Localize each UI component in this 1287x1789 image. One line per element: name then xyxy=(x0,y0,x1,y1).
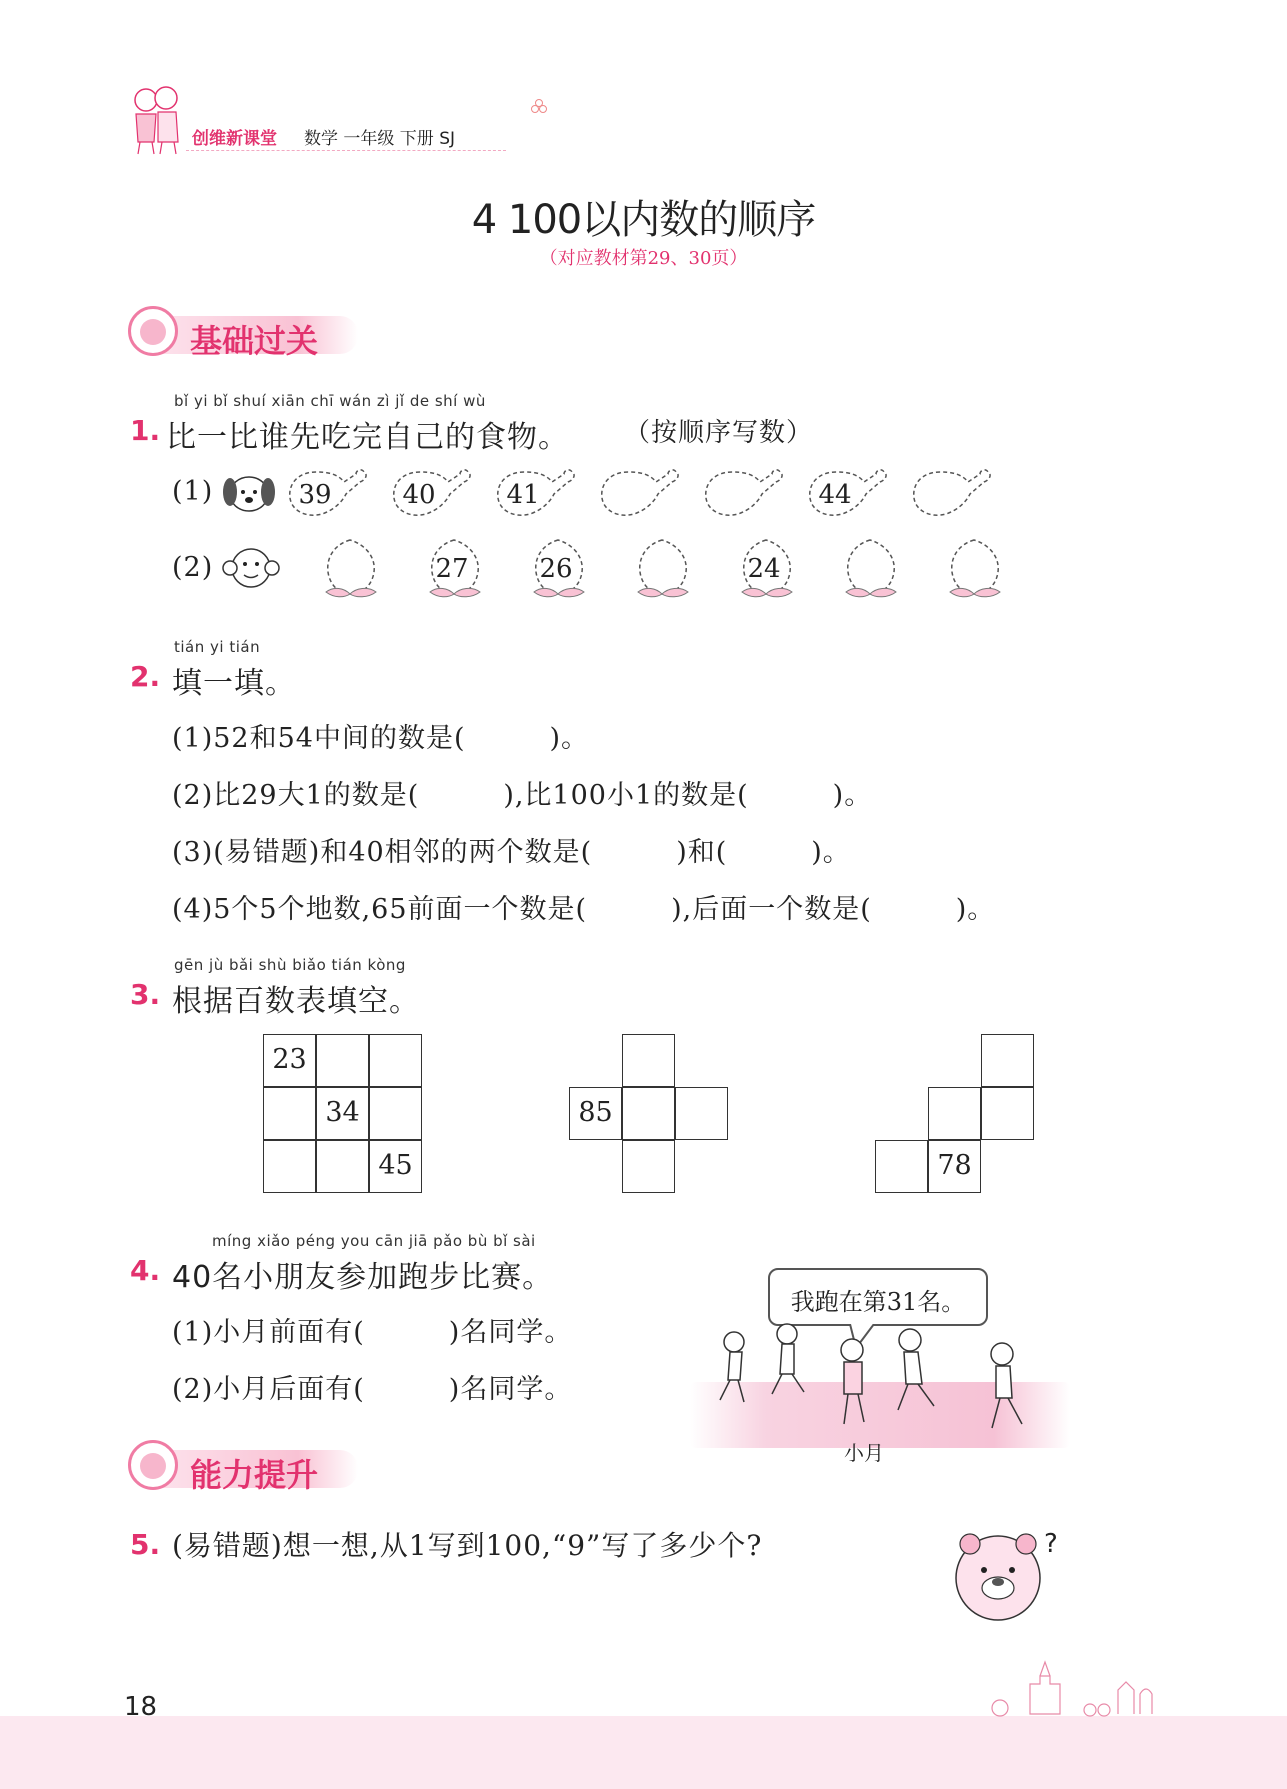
drumstick-item[interactable] xyxy=(598,466,682,526)
grid-cell[interactable] xyxy=(622,1140,675,1193)
speech-text: 我跑在第31名。 xyxy=(790,1288,966,1316)
q5-number: 5. xyxy=(130,1528,161,1561)
grid-cell[interactable]: 34 xyxy=(316,1087,369,1140)
q4-line-1: (1)小月前面有( )名同学。 xyxy=(172,1317,573,1348)
drumstick-item[interactable] xyxy=(286,466,370,526)
peach-value: 27 xyxy=(435,554,469,584)
grid-cell[interactable]: 85 xyxy=(569,1087,622,1140)
drumstick-item[interactable] xyxy=(494,466,578,526)
q2-line-3: (3)(易错题)和40相邻的两个数是( )和( )。 xyxy=(172,837,851,868)
q2-line-2: (2)比29大1的数是( ),比100小1的数是( )。 xyxy=(172,780,873,811)
peach-item[interactable] xyxy=(732,536,816,596)
logo-girls-illustration xyxy=(128,84,184,156)
q2-number: 2. xyxy=(130,660,161,693)
speech-bubble xyxy=(768,1268,988,1326)
grid-cell[interactable]: 78 xyxy=(928,1140,981,1193)
grid-cell[interactable] xyxy=(622,1087,675,1140)
monkey-icon xyxy=(220,542,282,598)
flower-icon xyxy=(530,98,548,116)
q1-text: 比一比谁先吃完自己的食物。 xyxy=(166,420,569,455)
section-title-advanced: 能力提升 xyxy=(190,1456,319,1494)
peach-item[interactable] xyxy=(524,536,608,596)
lion-mascot-icon xyxy=(128,306,178,356)
drumstick-value: 44 xyxy=(818,480,852,510)
puppy-icon xyxy=(218,468,280,520)
drumstick-value: 39 xyxy=(298,480,332,510)
page-number: 18 xyxy=(124,1692,158,1722)
grid-cell[interactable] xyxy=(928,1087,981,1140)
drumstick-value: 40 xyxy=(402,480,436,510)
q3-text: 根据百数表填空。 xyxy=(172,984,420,1019)
q3-number: 3. xyxy=(130,978,161,1011)
peach-item[interactable] xyxy=(628,536,712,596)
q1-row2-label: (2) xyxy=(172,552,214,583)
drumstick-item[interactable] xyxy=(390,466,474,526)
grid-cell[interactable] xyxy=(981,1087,1034,1140)
q4-pinyin: míng xiǎo péng you cān jiā pǎo bù bǐ sài xyxy=(212,1232,536,1250)
peach-value: 26 xyxy=(539,554,573,584)
peach-item[interactable] xyxy=(940,536,1024,596)
grid-cell[interactable]: 23 xyxy=(263,1034,316,1087)
drumstick-item[interactable] xyxy=(806,466,890,526)
grid-cell[interactable] xyxy=(981,1034,1034,1087)
grid-cell[interactable] xyxy=(675,1087,728,1140)
q4-line-2: (2)小月后面有( )名同学。 xyxy=(172,1374,573,1405)
grid-cell[interactable] xyxy=(263,1087,316,1140)
q1-note: （按顺序写数） xyxy=(624,418,814,448)
q1-pinyin: bǐ yi bǐ shuí xiān chī wán zì jǐ de shí wù xyxy=(174,392,486,410)
header-brand: 创维新课堂 xyxy=(192,129,277,149)
drumstick-item[interactable] xyxy=(910,466,994,526)
grid-cell[interactable] xyxy=(875,1140,928,1193)
q3-pinyin: gēn jù bǎi shù biǎo tián kòng xyxy=(174,956,406,974)
lion-mascot-icon xyxy=(128,1440,178,1490)
q2-line-1: (1)52和54中间的数是( )。 xyxy=(172,723,590,754)
q1-number: 1. xyxy=(130,414,161,447)
thinking-tiger-icon xyxy=(940,1516,1070,1640)
peach-value: 24 xyxy=(747,554,781,584)
drumstick-item[interactable] xyxy=(702,466,786,526)
q5-text: (易错题)想一想,从1写到100,“9”写了多少个? xyxy=(172,1529,763,1562)
peach-item[interactable] xyxy=(836,536,920,596)
grid-cell[interactable]: 45 xyxy=(369,1140,422,1193)
header-divider xyxy=(186,150,506,151)
q4-number: 4. xyxy=(130,1254,161,1287)
peach-item[interactable] xyxy=(420,536,504,596)
grid-cell[interactable] xyxy=(316,1140,369,1193)
q2-pinyin: tián yi tián xyxy=(174,638,261,656)
grid-cell[interactable] xyxy=(622,1034,675,1087)
q2-text: 填一填。 xyxy=(172,666,296,701)
q2-line-4: (4)5个5个地数,65前面一个数是( ),后面一个数是( )。 xyxy=(172,894,996,925)
grid-cell[interactable] xyxy=(369,1034,422,1087)
section-title-basic: 基础过关 xyxy=(190,322,319,360)
q1-row1-label: (1) xyxy=(172,476,214,507)
footer-band xyxy=(0,1716,1287,1789)
lesson-reference: （对应教材第29、30页） xyxy=(539,248,748,269)
grid-cell[interactable] xyxy=(369,1087,422,1140)
grid-cell[interactable] xyxy=(316,1034,369,1087)
header-subject: 数学 一年级 下册 SJ xyxy=(304,129,456,149)
runners-illustration xyxy=(712,1320,1052,1444)
peach-item[interactable] xyxy=(316,536,400,596)
q4-text: 40名小朋友参加跑步比赛。 xyxy=(172,1260,554,1295)
castle-decoration-icon xyxy=(980,1654,1160,1722)
grid-cell[interactable] xyxy=(263,1140,316,1193)
svg-text:?: ? xyxy=(1044,1529,1058,1559)
drumstick-value: 41 xyxy=(506,480,540,510)
section-banner-basic xyxy=(128,300,378,364)
lesson-title: 4 100以内数的顺序 xyxy=(471,197,816,243)
section-banner-advanced xyxy=(128,1434,378,1498)
xiaoyue-label: 小月 xyxy=(844,1441,884,1465)
